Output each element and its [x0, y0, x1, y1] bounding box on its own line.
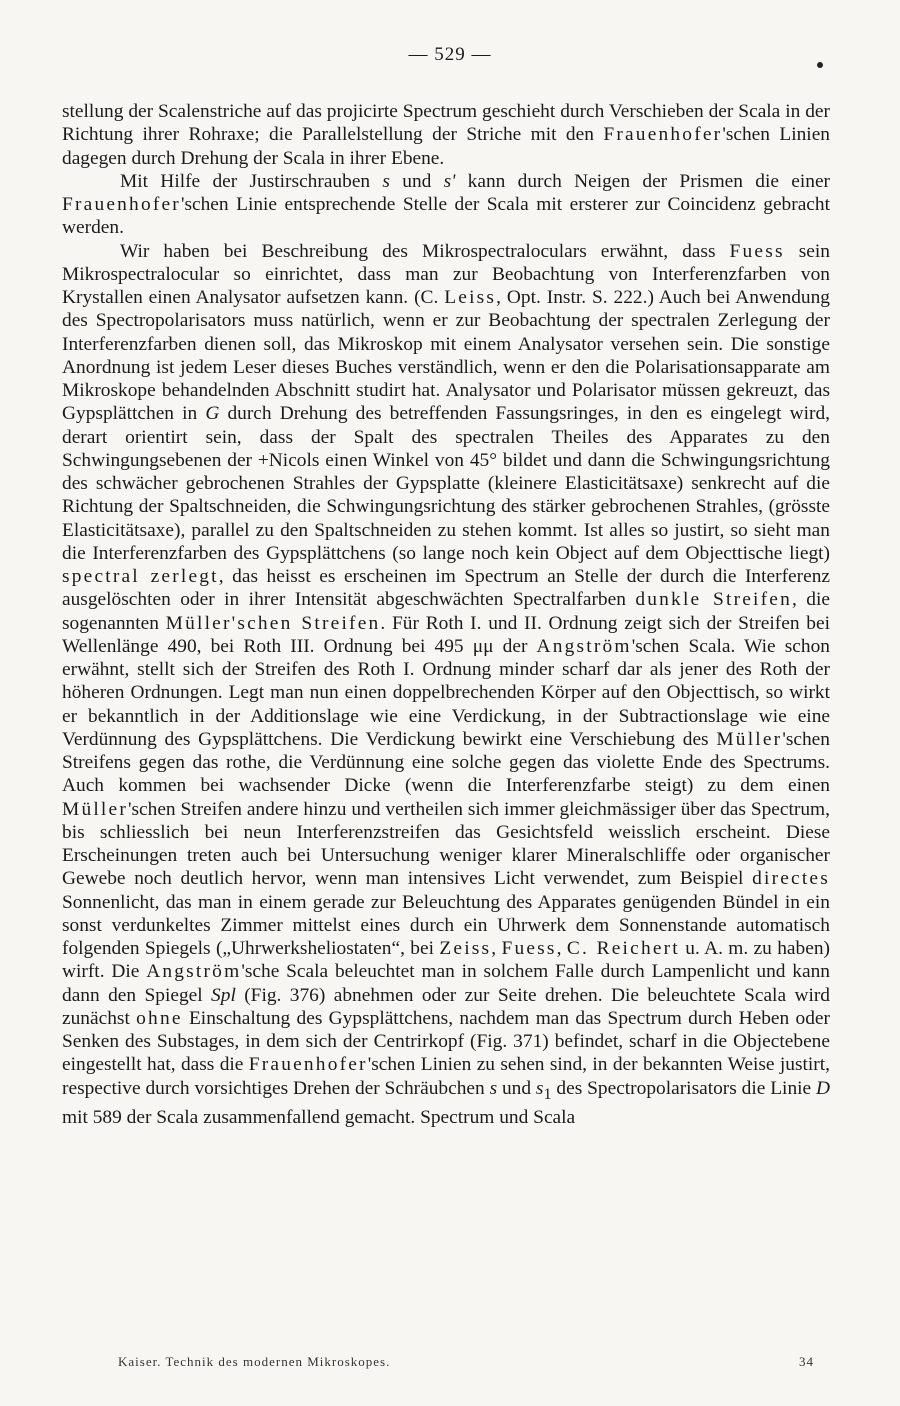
emphasis: ohne	[136, 1007, 183, 1029]
print-speck	[817, 62, 823, 68]
emphasis: dunkle Streifen	[635, 589, 792, 611]
variable: D	[816, 1077, 831, 1099]
person-name: Angström	[536, 635, 632, 657]
person-name: Müller	[716, 728, 783, 750]
person-name: Angström	[146, 961, 242, 983]
paragraph-2: Mit Hilfe der Justirschrauben s und s' kann durch Neigen der Prismen die einer Frauenhofer'schen Linie entsprechende Stelle der Scala mit ersterer zur Coincidenz gebracht werden.	[62, 170, 831, 239]
person-name: C. Reichert	[566, 938, 680, 959]
page-footer	[118, 1354, 814, 1370]
footer-book-title: Kaiser. Technik des modernen Mikroskopes.	[118, 1354, 391, 1369]
person-name: Fuess	[501, 938, 557, 959]
variable: s	[489, 1077, 498, 1099]
person-name: Leiss	[444, 287, 497, 308]
emphasis: spectral zerlegt	[62, 566, 219, 587]
person-name: Zeiss	[439, 938, 492, 959]
variable: G	[205, 403, 220, 425]
page-number: — 529 —	[408, 44, 492, 65]
person-name: Frauenhofer	[248, 1054, 368, 1076]
paragraph-1: stellung der Scalenstriche auf das projicirte Spectrum geschieht durch Verschieben der Scala in der Richtung ihrer Rohraxe; die Parallelstellung der Striche mit den Frauenhofer'schen Linien dagegen durch Drehung der Scala in ihrer Ebene.	[62, 101, 831, 169]
variable: s	[535, 1077, 544, 1099]
person-name: Fuess	[729, 240, 785, 262]
person-name: Müller	[62, 798, 128, 820]
emphasis: directes	[752, 868, 830, 890]
emphasis: Müller'schen Streifen	[165, 612, 381, 634]
footer-signature-number: 34	[799, 1354, 814, 1369]
subscript: 1	[543, 1085, 552, 1103]
person-name: Frauenhofer	[62, 194, 181, 215]
person-name: Frauenhofer	[603, 124, 723, 146]
variable: s'	[443, 170, 456, 192]
variable: s	[382, 170, 390, 192]
variable: Spl	[211, 984, 236, 1006]
paragraph-3: Wir haben bei Beschreibung des Mikrospectraloculars erwähnt, dass Fuess sein Mikrospectralocular so einrichtet, dass man zur Beobachtung von Interferenzfarben von Krystallen einen Analysator aufsetzen kann. (C. Leiss, Opt. Instr. S. 222.) Auch bei Anwendung des Spectropolarisators muss natürlich, wenn er zur Beobachtung der spectralen Zerlegung der Interferenzfarben dienen soll, das Mikroskop mit einem Analysator versehen sein. Die sonstige Anordnung ist jedem Leser dieses Buches verständlich, wenn er den die Polarisationsapparate am Mikroskope behandelnden Abschnitt studirt hat. Analysator und Polarisator müssen gekreuzt, das Gypsplättchen in G durch Drehung des betreffenden Fassungsringes, in den es eingelegt wird, derart orientirt sein, dass der Spalt des spectralen Theiles des Apparates zu den Schwingungsebenen der +Nicols einen Winkel von 45° bildet und dann die Schwingungsrichtung des schwächer gebrochenen Strahles der Gypsplatte (kleinere Elasticitätsaxe) senkrecht auf die Richtung der Spaltschneiden, die Schwingungsrichtung des stärker gebrochenen Strahles, (grösste Elasticitätsaxe), parallel zu den Spaltschneiden zu stehen kommt. Ist alles so justirt, so sieht man die Interferenzfarben des Gypsplättchens (so lange noch kein Object auf dem Objecttische liegt) spectral zerlegt, das heisst es erscheinen im Spectrum an Stelle der durch die Interferenz ausgelöschten oder in ihrer Intensität abgeschwächten Spectralfarben dunkle Streifen, die sogenannten Müller'schen Streifen. Für Roth I. und II. Ordnung zeigt sich der Streifen bei Wellenlänge 490, bei Roth III. Ordnung bei 495 μμ der Angström'schen Scala. Wie schon erwähnt, stellt sich der Streifen des Roth I. Ordnung minder scharf dar als jener des Roth der höheren Ordnungen. Legt man nun einen doppelbrechenden Körper auf den Objecttisch, so wirkt er bekanntlich in der Additionslage wie eine Verdickung, in der Subtractionslage wie eine Verdünnung des Gypsplättchens. Die Verdickung bewirkt eine Verschiebung des Müller'schen Streifens gegen das rothe, die Verdünnung eine solche gegen das violette Ende des Spectrums. Auch kommen bei wachsender Dicke (wenn die Interferenzfarbe steigt) zu dem einen Müller'schen Streifen andere hinzu und vertheilen sich immer gleichmässiger über das Spectrum, bis schliesslich bei neun Interferenzstreifen das Gesichtsfeld weisslich erscheint. Diese Erscheinungen treten auch bei Untersuchung weniger klarer Mineralschliffe oder organischer Gewebe noch deutlich hervor, wenn man intensives Licht verwendet, zum Beispiel directes Sonnenlicht, das man in einem gerade zur Beleuchtung des Apparates genügenden Bündel in ein sonst verdunkeltes Zimmer mittelst eines durch ein Uhrwerk dem Sonnenstande automatisch folgenden Spiegels („Uhrwerksheliostaten“, bei Zeiss, Fuess, C. Reichert u. A. m. zu haben) wirft. Die Angström'sche Scala beleuchtet man in solchem Falle durch Lampenlicht und kann dann den Spiegel Spl (Fig. 376) abnehmen oder zur Seite drehen. Die beleuchtete Scala wird zunächst ohne Einschaltung des Gypsplättchens, nachdem man das Spectrum durch Heben oder Senken des Substages, in dem sich der Centrirkopf (Fig. 371) befindet, scharf in die Objectebene eingestellt hat, dass die Frauenhofer'schen Linien zu sehen sind, in der bekannten Weise justirt, respective durch vorsichtiges Drehen der Schräubchen s und $s_1$ des Spectropolarisators die Linie D mit 589 der Scala zusammenfallend gemacht. Spectrum und Scala	[62, 240, 831, 1128]
body-text	[62, 100, 830, 1129]
